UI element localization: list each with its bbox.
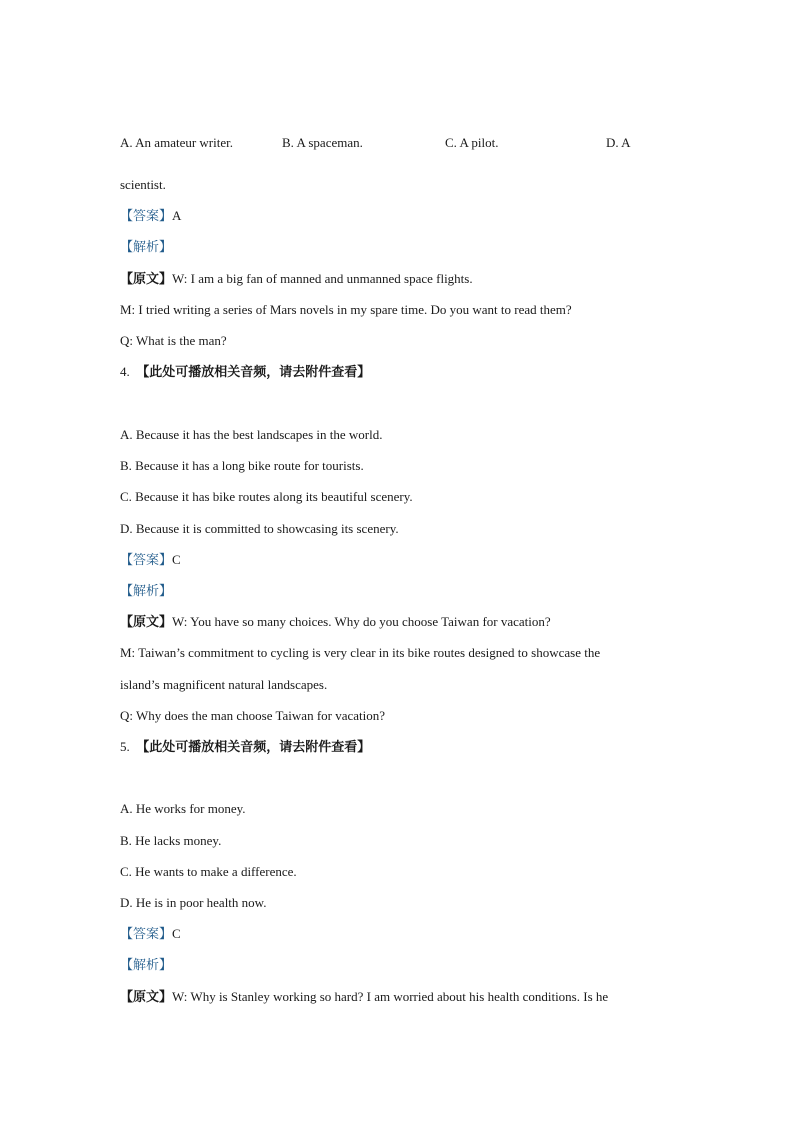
q3-option-c: C. A pilot. (445, 135, 499, 150)
answer-tag: 【答案】 (120, 553, 173, 568)
q4-analysis (120, 583, 172, 600)
transcript-tag: 【原文】 (120, 272, 173, 287)
q3-transcript-line: Q: What is the man? (120, 333, 227, 348)
answer-value: C (172, 926, 181, 941)
analysis-tag: 【解析】 (120, 958, 173, 973)
q4-option-b: B. Because it has a long bike route for tourists. (120, 458, 364, 473)
analysis-tag: 【解析】 (120, 240, 173, 255)
q5-header (120, 739, 370, 756)
analysis-tag: 【解析】 (120, 584, 173, 599)
q5-option-b: B. He lacks money. (120, 833, 222, 848)
q5-answer (120, 926, 181, 943)
q4-option-d: D. Because it is committed to showcasing its scenery. (120, 521, 399, 536)
q3-transcript-line: M: I tried writing a series of Mars novels in my spare time. Do you want to read them? (120, 302, 572, 317)
q4-answer (120, 552, 181, 569)
q5-transcript-line (120, 989, 675, 1006)
q4-transcript-line: Q: Why does the man choose Taiwan for vacation? (120, 708, 386, 723)
q3-option-d-wrap: scientist. (120, 177, 166, 192)
answer-value: C (172, 552, 181, 567)
q5-analysis (120, 957, 172, 974)
transcript-tag: 【原文】 (120, 990, 173, 1005)
q5-option-d: D. He is in poor health now. (120, 895, 267, 910)
q3-transcript-line (120, 271, 473, 288)
transcript-tag: 【原文】 (120, 615, 173, 630)
q3-option-b: B. A spaceman. (282, 135, 363, 150)
q3-answer (120, 208, 181, 225)
audio-note: 【此处可播放相关音频，请去附件查看】 (136, 740, 371, 755)
question-number: 4. (120, 364, 130, 379)
q3-option-a: A. An amateur writer. (120, 135, 233, 150)
q3-option-d: D. A (606, 135, 631, 150)
q5-option-c: C. He wants to make a difference. (120, 864, 297, 879)
answer-value: A (172, 208, 182, 223)
q4-option-a: A. Because it has the best landscapes in the world. (120, 427, 383, 442)
audio-note: 【此处可播放相关音频，请去附件查看】 (136, 365, 371, 380)
answer-tag: 【答案】 (120, 209, 173, 224)
q4-transcript-line (120, 614, 551, 631)
q4-header (120, 364, 370, 381)
q3-analysis (120, 239, 172, 256)
q4-transcript-line: island’s magnificent natural landscapes. (120, 677, 328, 692)
transcript-text: W: I am a big fan of manned and unmanned space flights. (172, 271, 473, 286)
q4-transcript-line: M: Taiwan’s commitment to cycling is very clear in its bike routes designed to showcase the (120, 645, 601, 660)
q5-option-a: A. He works for money. (120, 801, 246, 816)
q4-option-c: C. Because it has bike routes along its beautiful scenery. (120, 489, 413, 504)
answer-tag: 【答案】 (120, 927, 173, 942)
transcript-text: W: You have so many choices. Why do you choose Taiwan for vacation? (172, 614, 551, 629)
question-number: 5. (120, 739, 130, 754)
transcript-text: W: Why is Stanley working so hard? I am worried about his health conditions. Is he (172, 989, 609, 1004)
